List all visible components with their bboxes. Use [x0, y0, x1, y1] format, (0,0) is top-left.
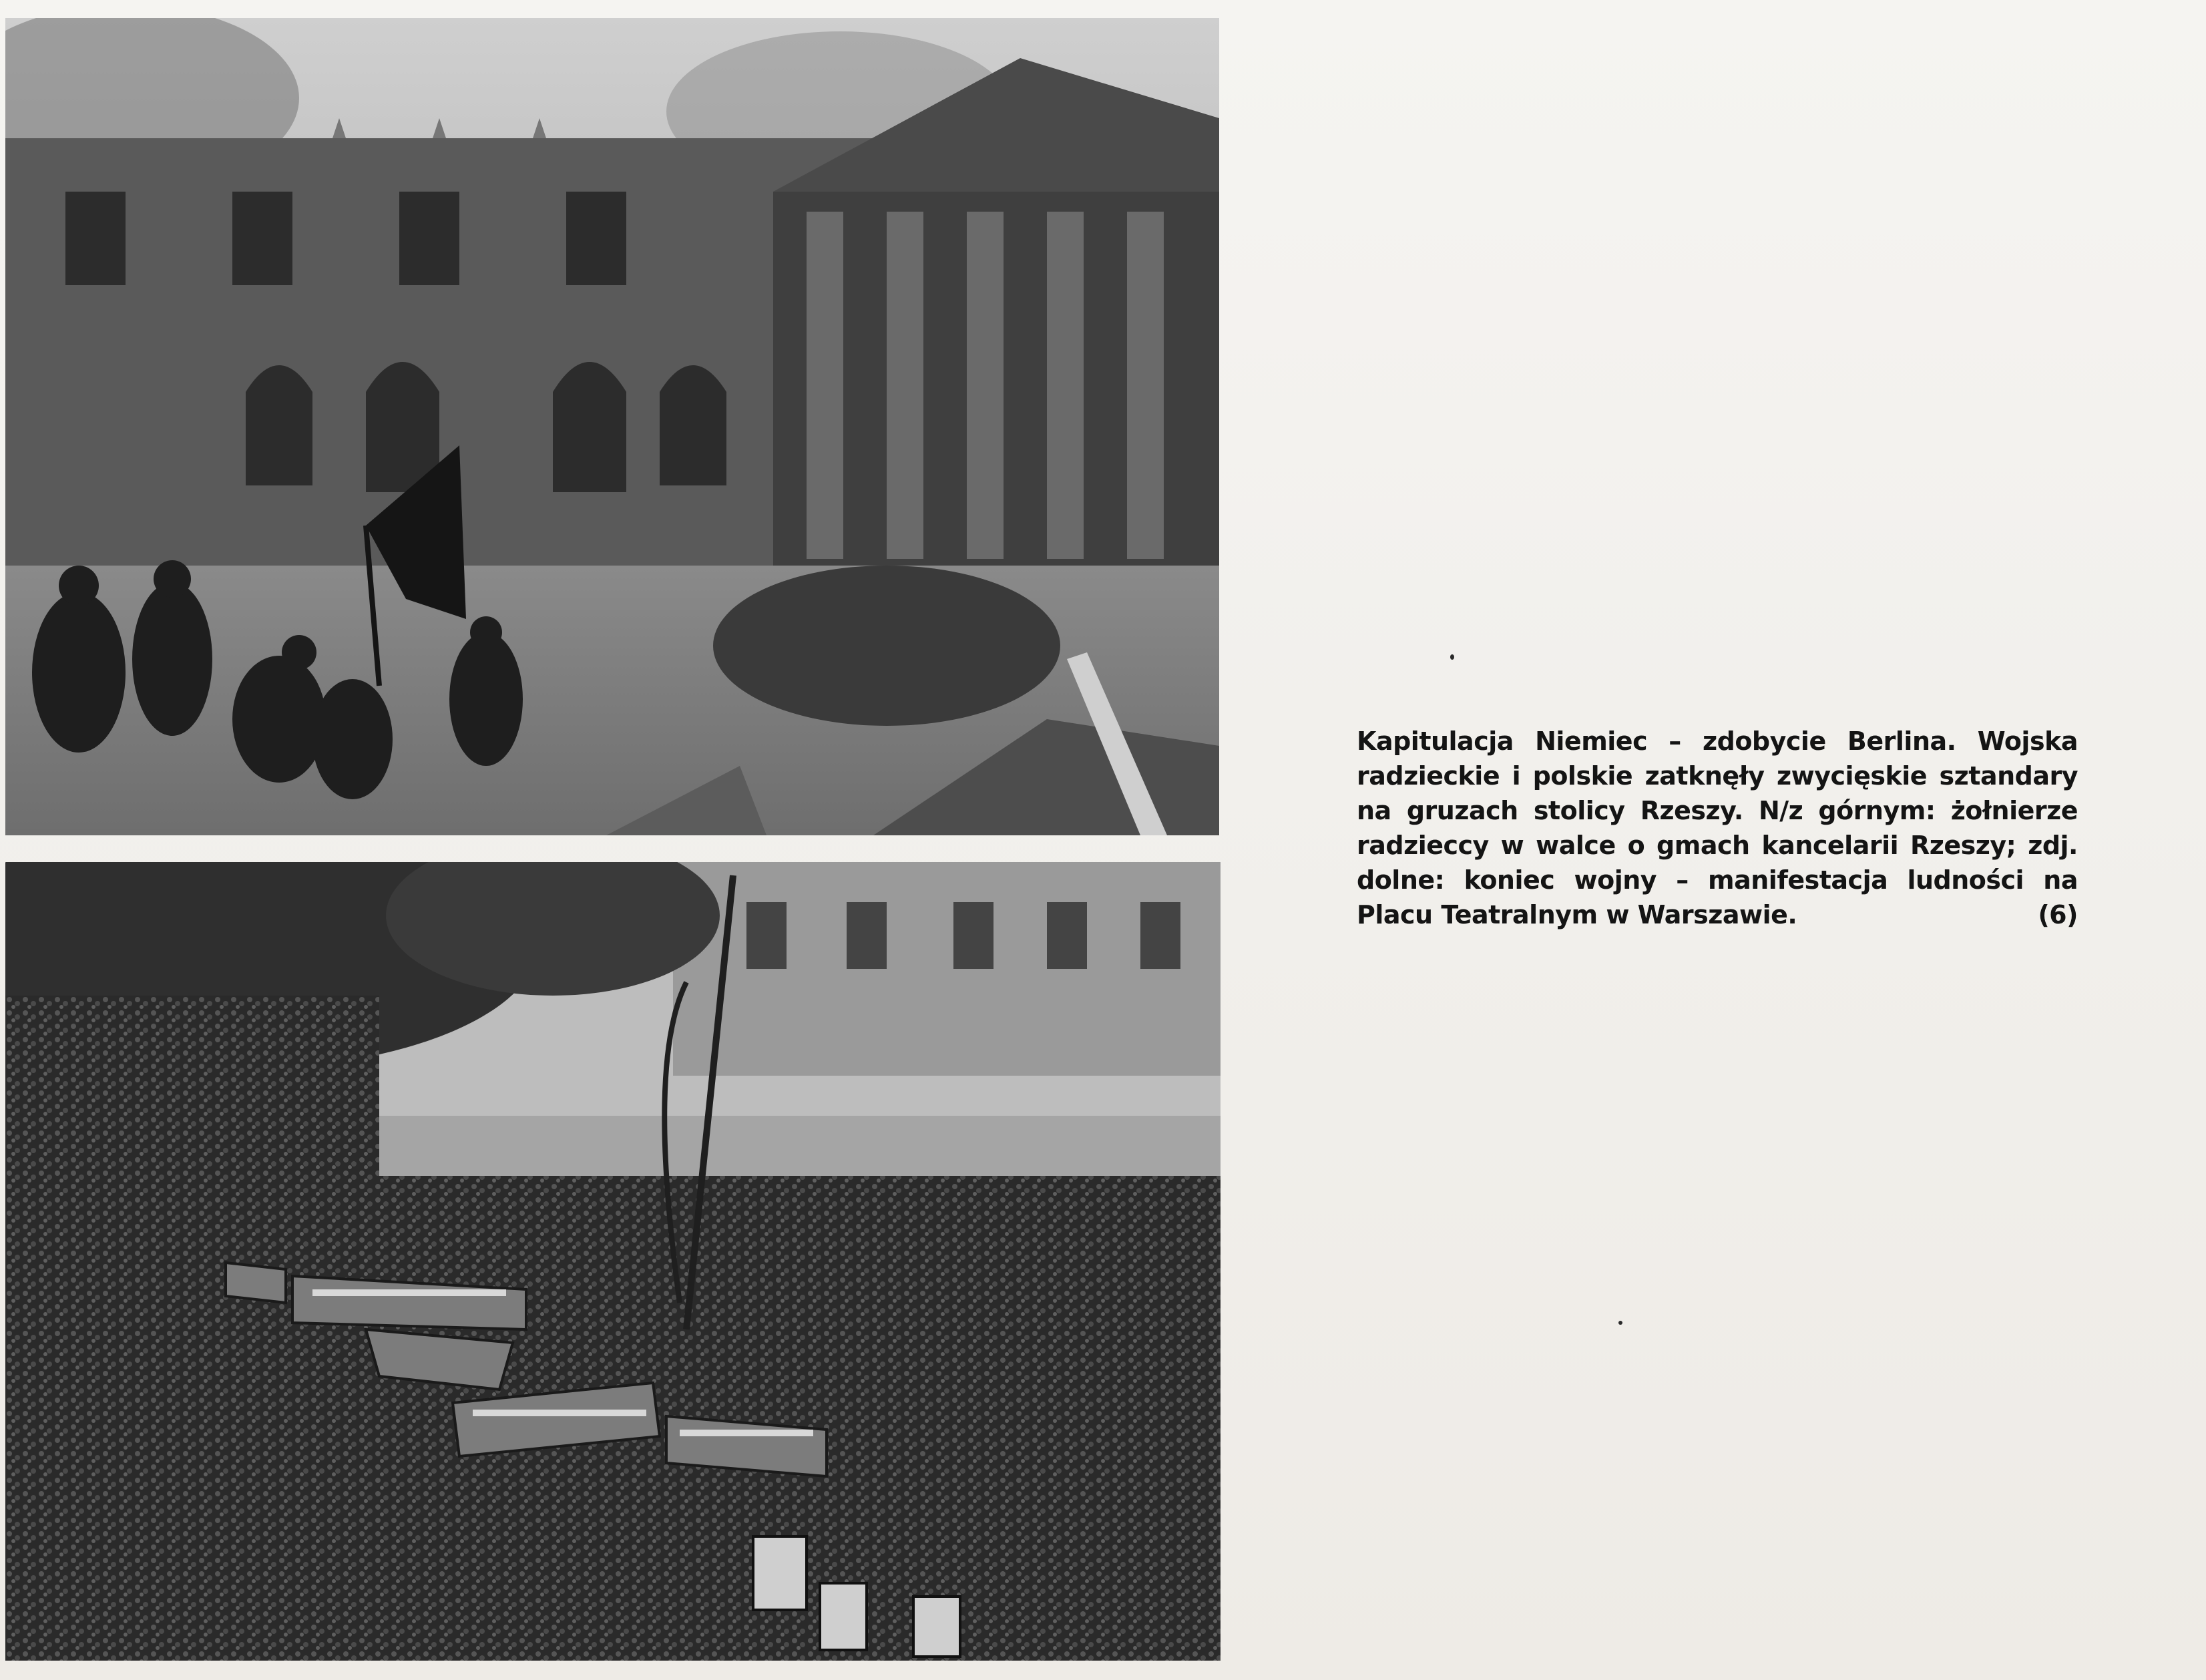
caption-line: radzieccy w walce o gmach kancelarii Rzeszy; zdj.	[1357, 831, 2078, 860]
paper-speck	[1450, 654, 1454, 660]
caption-line: na gruzach stolicy Rzeszy. N/z górnym: żołnierze	[1357, 796, 2078, 825]
caption-line: radzieckie i polskie zatknęły zwycięskie sztandary	[1357, 761, 2078, 791]
bottom-photo	[5, 862, 1221, 1661]
caption-last-text: Placu Teatralnym w Warszawie.	[1357, 900, 1797, 929]
page-number: (6)	[2038, 900, 2078, 929]
paper-speck	[1618, 1321, 1622, 1325]
caption-last-line	[1357, 897, 2078, 932]
crowd-demonstration-image	[5, 862, 1221, 1661]
caption-line: Kapitulacja Niemiec – zdobycie Berlina. Wojska	[1357, 726, 2078, 756]
caption-line: dolne: koniec wojny – manifestacja ludności na	[1357, 865, 2078, 895]
caption-block	[1357, 724, 2078, 932]
ruined-building-image	[5, 18, 1219, 835]
top-photo	[5, 18, 1219, 835]
